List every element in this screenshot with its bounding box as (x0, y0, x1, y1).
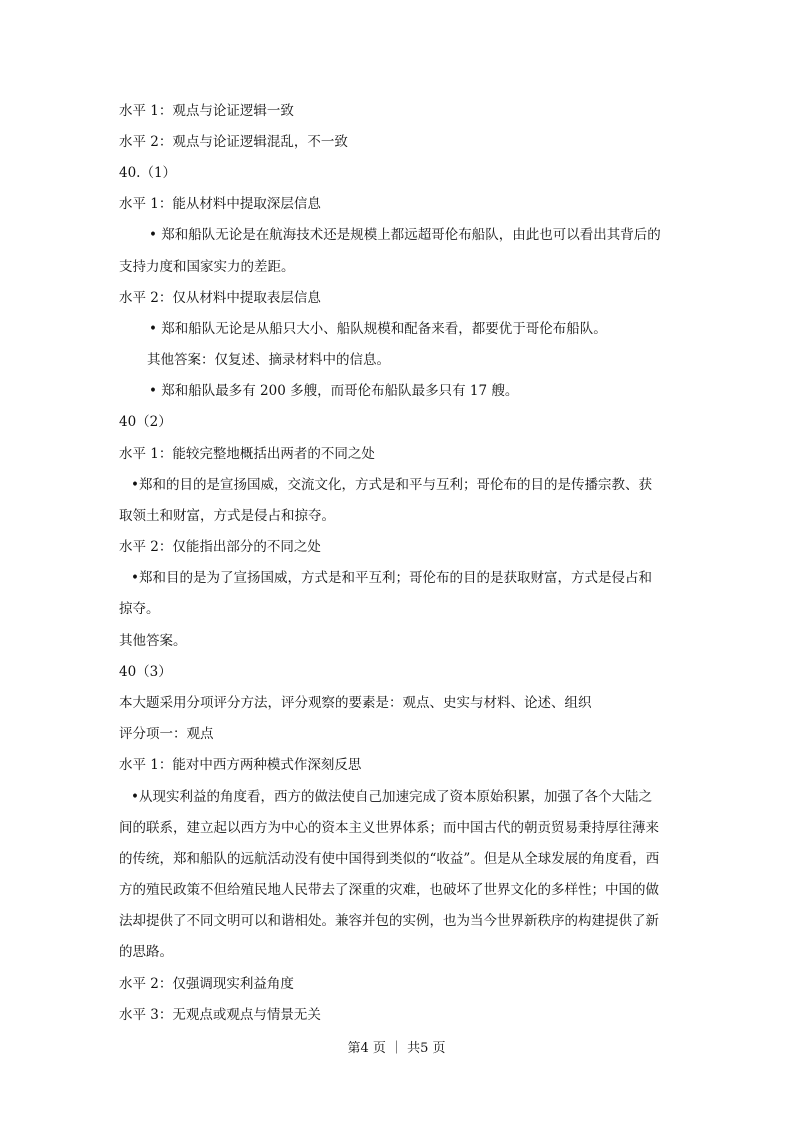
text-line: 方的殖民政策不但给殖民地人民带去了深重的灾难，也破坏了世界文化的多样性；中国的做 (119, 882, 659, 898)
text-line: 的思路。 (119, 944, 173, 960)
level-1-line: 水平 1：能对中西方两种模式作深刻反思 (119, 757, 362, 773)
bullet-line: •从现实利益的角度看，西方的做法使自己加速完成了资本原始积累，加强了各个大陆之 (131, 789, 652, 805)
bullet-line: • 郑和船队无论是在航海技术还是规模上都远超哥伦布船队，由此也可以看出其背后的 (149, 227, 661, 243)
bullet-line: • 郑和船队无论是从船只大小、船队规模和配备来看，都要优于哥伦布船队。 (149, 321, 607, 337)
text-line: 取领土和财富，方式是侵占和掠夺。 (119, 508, 335, 524)
bullet-line: • 郑和船队最多有 200 多艘，而哥伦布船队最多只有 17 艘。 (149, 383, 519, 399)
text-line: 掠夺。 (119, 601, 160, 617)
question-40-1-heading: 40.（1） (119, 165, 177, 181)
question-40-2-heading: 40（2） (119, 414, 172, 430)
level-2-line: 水平 2：仅强调现实利益角度 (119, 976, 294, 992)
question-40-3-heading: 40（3） (119, 664, 172, 680)
other-answer-line: 其他答案：仅复述、摘录材料中的信息。 (147, 352, 390, 368)
text-line: 间的联系，建立起以西方为中心的资本主义世界体系；而中国古代的朝贡贸易秉持厚往薄来 (119, 820, 659, 836)
level-1-line: 水平 1：能较完整地概括出两者的不同之处 (119, 446, 375, 462)
level-1-line: 水平 1：观点与论证逻辑一致 (119, 103, 294, 119)
text-line: 的传统，郑和船队的远航活动没有使中国得到类似的“收益”。但是从全球发展的角度看，西 (119, 851, 660, 867)
bullet-line: •郑和目的是为了宣扬国威，方式是和平互利；哥伦布的目的是获取财富，方式是侵占和 (131, 570, 652, 586)
text-line: 支持力度和国家实力的差距。 (119, 259, 295, 275)
level-1-line: 水平 1：能从材料中提取深层信息 (119, 196, 321, 212)
level-2-line: 水平 2：仅能指出部分的不同之处 (119, 539, 321, 555)
level-2-line: 水平 2：观点与论证逻辑混乱，不一致 (119, 134, 348, 150)
page-footer: 第4 页 ｜ 共5 页 (347, 1041, 446, 1056)
bullet-line: •郑和的目的是宣扬国威，交流文化，方式是和平与互利；哥伦布的目的是传播宗教、获 (131, 477, 652, 493)
scoring-item-heading: 评分项一：观点 (119, 726, 214, 742)
other-answer-line: 其他答案。 (119, 633, 187, 649)
text-line: 法却提供了不同文明可以和谐相处。兼容并包的实例，也为当今世界新秩序的构建提供了新 (119, 913, 659, 929)
level-2-line: 水平 2：仅从材料中提取表层信息 (119, 290, 321, 306)
scoring-method-line: 本大题采用分项评分方法，评分观察的要素是：观点、史实与材料、论述、组织 (119, 695, 592, 711)
level-3-line: 水平 3：无观点或观点与情景无关 (119, 1007, 321, 1023)
